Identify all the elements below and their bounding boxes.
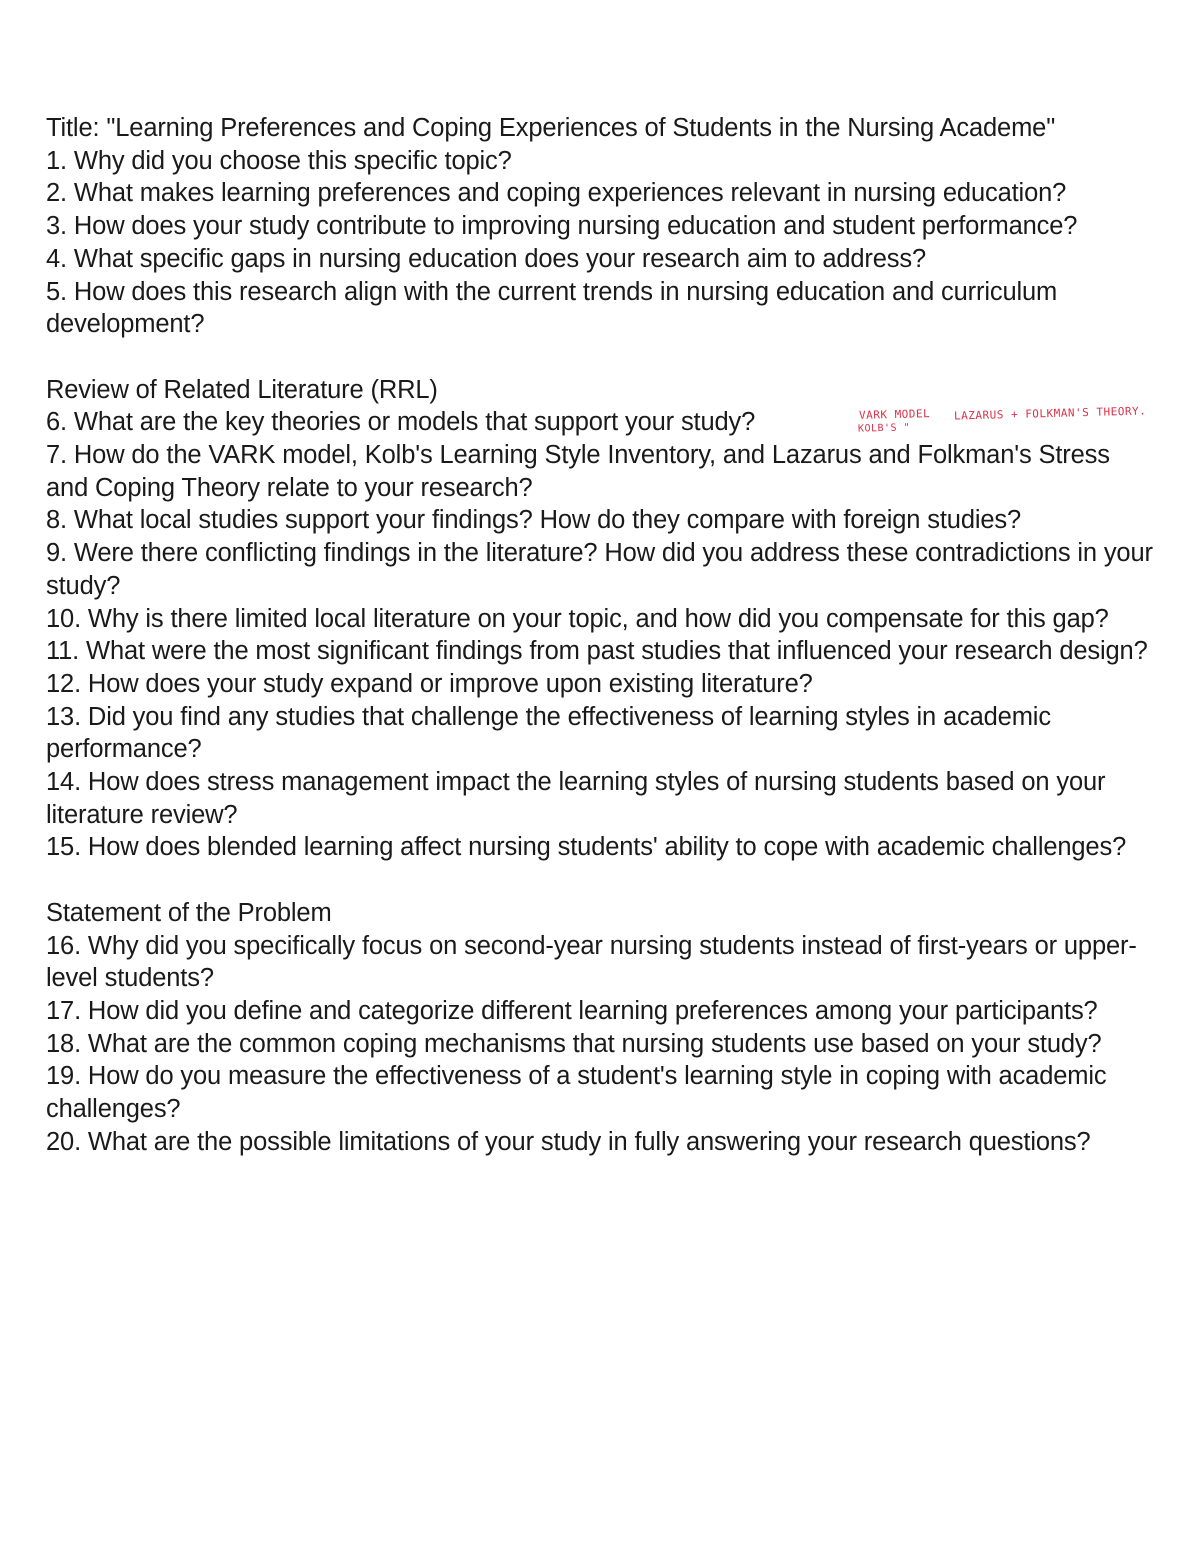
question-14: 14. How does stress management impact the learning styles of nursing students based on your literature review? [46,768,1106,829]
handwritten-note-kolb: KOLB'S " [857,422,911,435]
sop-heading: Statement of the Problem [46,898,332,927]
question-9: 9. Were there conflicting findings in the literature? How did you address these contradictions in your study? [46,539,1153,600]
question-11: 11. What were the most significant findings from past studies that influenced your research design? [46,637,1148,666]
question-2: 2. What makes learning preferences and coping experiences relevant in nursing education? [46,179,1067,208]
question-19: 19. How do you measure the effectiveness of a student's learning style in coping with academic challenges? [46,1062,1107,1124]
question-13: 13. Did you find any studies that challenge the effectiveness of learning styles in academic performance? [46,702,1051,764]
question-5: 5. How does this research align with the current trends in nursing education and curriculum development? [46,277,1058,339]
question-20: 20. What are the possible limitations of your study in fully answering your research questions? [46,1127,1091,1156]
question-17: 17. How did you define and categorize different learning preferences among your participants? [46,996,1098,1025]
section-spacer [46,341,1156,374]
question-6-row [46,406,1156,439]
question-18: 18. What are the common coping mechanisms that nursing students use based on your study? [46,1029,1102,1058]
question-6: 6. What are the key theories or models that support your study? [46,408,756,437]
question-8: 8. What local studies support your findings? How do they compare with foreign studies? [46,506,1022,535]
question-15: 15. How does blended learning affect nursing students' ability to cope with academic challenges? [46,833,1127,862]
question-10: 10. Why is there limited local literature on your topic, and how did you compensate for this gap? [46,604,1109,633]
section-spacer [46,864,1156,897]
document-page [46,112,1156,1158]
document-title: Title: "Learning Preferences and Coping Experiences of Students in the Nursing Academe" [46,114,1056,142]
question-12: 12. How does your study expand or improve upon existing literature? [46,669,813,698]
question-4: 4. What specific gaps in nursing education does your research aim to address? [46,244,927,273]
question-1: 1. Why did you choose this specific topic? [46,146,512,175]
question-7: 7. How do the VARK model, Kolb's Learning Style Inventory, and Lazarus and Folkman's Stress and Coping Theory relate to your research? [46,441,1110,502]
handwritten-note-vark: VARK MODEL [858,407,931,423]
rrl-heading: Review of Related Literature (RRL) [46,375,438,404]
question-16: 16. Why did you specifically focus on second-year nursing students instead of first-years or upper-level students? [46,931,1137,993]
handwritten-note-lazarus: LAZARUS + FOLKMAN'S THEORY. [953,404,1147,423]
question-3: 3. How does your study contribute to improving nursing education and student performance? [46,212,1078,241]
